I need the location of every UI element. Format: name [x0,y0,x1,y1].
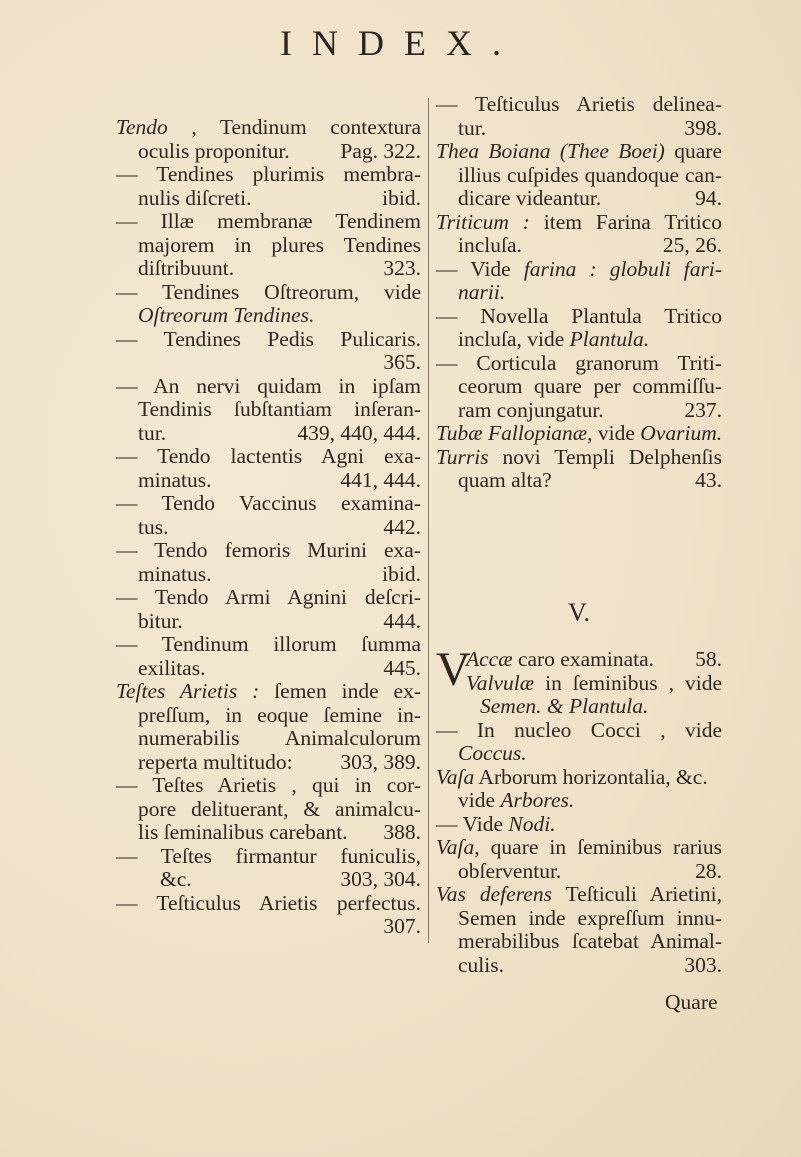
index-line [116,657,421,681]
index-line [436,446,722,470]
page-reference: 28. [695,858,722,883]
index-entry-text [458,742,722,766]
index-line [116,774,421,798]
italic-term: narii. [458,280,506,304]
index-line [116,539,421,563]
index-entry-text [480,695,722,719]
index-entry-text [138,563,374,587]
index-entry-text [138,610,375,634]
entry-text: minatus. [138,467,212,492]
entry-text: lis ſeminalibus carebant. [138,820,348,844]
index-line [436,93,722,117]
index-entry-text [160,868,332,892]
page-reference: 445. [383,655,421,680]
index-line [436,860,722,884]
entry-text: majorem in plures Tendines [138,232,421,257]
index-line [436,211,722,235]
index-entry-text [116,774,421,798]
page-reference: 444. [383,608,421,633]
entry-text: — Tendo lactentis Agni exa- [116,444,421,468]
drop-cap: V [436,643,471,696]
italic-term: Turris [436,444,489,469]
index-line [436,375,722,399]
entry-text: &c. [160,867,192,891]
entry-text: — Teſticulus Arietis delinea- [436,92,722,116]
index-entry-text [436,422,722,446]
italic-term: Vaſa [436,764,475,789]
index-line [116,633,421,657]
section-heading-v: V. [568,598,590,627]
entry-text: preſſum, in eoque ſemine in- [138,702,421,727]
index-entry-text [458,399,676,423]
index-entry-text [458,954,676,978]
index-line [436,187,722,211]
entry-text: tus. [138,514,169,539]
index-line [116,398,421,422]
index-entry-text [116,633,421,657]
index-entry-text [116,163,421,187]
index-line [116,492,421,516]
page-reference: ibid. [382,561,421,586]
index-line [116,281,421,305]
entry-text: culis. [458,952,504,977]
page-reference: 439, 440, 444. [297,420,421,445]
index-entry-text [458,234,655,258]
index-line [436,672,722,696]
entry-text: ſemen inde ex- [259,679,421,703]
index-line [436,399,722,423]
entry-text: quare [664,139,722,163]
entry-text: in ſeminibus , vide [534,670,722,695]
entry-text: bitur. [138,608,183,633]
entry-text: — Tendines Pedis Pulicaris. [116,326,421,351]
entry-text: — Tendines plurimis membra- [116,162,421,186]
italic-term: Triticum : [436,209,530,234]
index-line [116,516,421,540]
italic-term: Semen. & Plantula. [480,694,649,718]
index-line [116,563,421,587]
index-line [116,680,421,704]
entry-text: minatus. [138,561,212,586]
entry-text: — Vide [436,256,524,281]
entry-text: novi Templi Delphenſis [488,444,722,469]
italic-term: Vas deferens [436,882,552,906]
page-reference: 58. [695,647,722,671]
entry-text: — Tendo femoris Murini exa- [116,538,421,562]
index-line [436,742,722,766]
index-entry-text [116,586,421,610]
index-line [436,234,722,258]
index-entry-text [138,821,375,845]
index-entry-text [116,492,421,516]
italic-term: Oſtreorum Tendines. [138,303,315,327]
index-entry-text [436,766,722,790]
entry-text: — Tendines Oſtreorum, vide [116,279,421,304]
index-line [116,140,421,164]
index-entry-text [436,93,722,117]
index-line [116,116,421,140]
index-line [116,821,421,845]
entry-text: Arborum horizontalia, &c. [474,764,708,789]
index-entry-text [466,672,722,696]
index-line [116,704,421,728]
entry-text: — Tendo Armi Agnini deſcri- [116,585,421,609]
page-reference: 303. [684,952,722,977]
index-entry-text [138,516,375,540]
page-reference: 442. [383,514,421,539]
index-entry-text [436,883,722,907]
entry-text: illius cuſpides quandoque can- [458,162,722,187]
index-line [436,140,722,164]
index-entry-text [138,704,421,728]
left-index-column [116,116,421,939]
index-line [436,954,722,978]
entry-text: oculis proponitur. [138,138,290,163]
index-entry-text [436,719,722,743]
italic-term: farina : globuli fari- [523,256,722,281]
index-line [116,187,421,211]
page-reference: 237. [684,397,722,422]
index-entry-text [116,892,421,916]
index-entry-text [436,305,722,329]
index-entry-text [458,375,722,399]
index-entry-text [138,257,375,281]
catchword: Quare [665,990,718,1014]
italic-term: Ovarium. [640,421,723,445]
italic-term: Plantula. [569,327,650,351]
italic-term: Tubæ Fallopianæ [436,421,588,445]
entry-text: — Corticula granorum Triti- [436,350,722,375]
right-index-column [436,93,722,493]
index-entry-text [436,352,722,376]
index-line [116,257,421,281]
entry-text: Semen inde expreſſum innu- [458,905,722,930]
index-entry-text [138,657,375,681]
italic-term: Arbores. [500,788,575,812]
index-line [116,798,421,822]
index-line [116,751,421,775]
entry-text: ceorum quare per commiſſu- [458,374,722,398]
index-entry-text [458,164,722,188]
entry-text: — Vide [436,811,509,836]
index-entry-text [458,281,722,305]
column-divider [428,98,429,943]
index-line [116,210,421,234]
index-line [436,719,722,743]
index-entry-text [458,117,676,141]
italic-term: Vaſa [436,835,475,859]
index-line [116,445,421,469]
entry-text: caro examinata. [512,647,655,671]
entry-text: Teſticuli Arietini, [551,882,722,906]
index-entry-text [116,281,421,305]
index-line [436,281,722,305]
entry-text: ram conjungatur. [458,397,604,422]
page-reference: 388. [383,820,421,844]
index-line [436,883,722,907]
index-line [116,586,421,610]
index-line [116,163,421,187]
index-entry-text [116,539,421,563]
italic-term: Thea Boiana (Thee Boei) [436,139,665,163]
index-entry-text [116,116,421,140]
index-entry-text [116,845,421,869]
index-line [436,930,722,954]
entry-text: — An nervi quidam in ipſam [116,373,421,398]
entry-text: exilitas. [138,655,206,680]
entry-text: diſtribuunt. [138,256,235,280]
italic-term: Nodi. [508,811,556,836]
index-entry-text [116,445,421,469]
entry-text: , vide [587,421,641,445]
index-line [116,892,421,916]
index-entry-text [138,469,332,493]
page-header-title: INDEX. [280,23,521,63]
index-line [116,422,421,446]
index-entry-text [138,727,421,751]
index-entry-text [116,328,421,352]
page-reference: 43. [695,468,722,492]
index-line [436,258,722,282]
index-entry-text [116,375,421,399]
entry-text: — Teſtes firmantur funiculis, [116,843,421,868]
index-entry-text [458,789,722,813]
index-entry-text [138,422,289,446]
v-section-column [436,643,722,977]
page-reference: 323. [383,256,421,280]
entry-text: reperta multitudo: [138,749,293,774]
entry-text: — Tendo Vaccinus examina- [116,491,421,515]
index-line [436,836,722,860]
index-line [436,305,722,329]
index-line [436,648,722,672]
page-reference: 365. [383,350,421,374]
page-reference: 398. [684,115,722,140]
entry-text: , quare in ſeminibus rarius [474,835,722,859]
italic-term: Valvulæ [466,670,535,695]
italic-term: Tendo [116,115,168,139]
entry-text: quam alta? [458,468,552,492]
index-line [116,469,421,493]
index-line [436,695,722,719]
index-entry-text [138,140,332,164]
entry-text: — Tendinum illorum ſumma [116,632,421,656]
index-entry-text [458,860,687,884]
index-entry-text [116,210,421,234]
index-entry-text [138,234,421,258]
index-entry-text [138,304,421,328]
entry-text: obſerventur. [458,858,562,883]
entry-text: — Illæ membranæ Tendinem [116,209,421,233]
entry-text: incluſa. [458,233,522,257]
entry-text: Tendinis ſubſtantiam inſeran- [138,397,421,421]
page-reference: 307. [383,914,421,938]
index-line [116,304,421,328]
italic-term: Accæ [466,647,513,671]
entry-text: incluſa, vide [458,327,570,351]
index-line [116,727,421,751]
index-line [116,234,421,258]
index-line [116,915,421,939]
page-reference: 303, 304. [340,867,421,891]
entry-text: — Teſtes Arietis , qui in cor- [116,773,421,797]
index-entry-text [138,187,374,211]
entry-text: merabilibus ſcatebat Animal- [458,929,722,953]
entry-text: , Tendinum contextura [167,115,421,139]
entry-text: tur. [138,420,167,445]
index-line [116,375,421,399]
page-reference: Pag. 322. [340,138,421,163]
entry-text: dicare videantur. [458,186,602,210]
index-entry-text [458,930,722,954]
index-entry-text [466,648,687,672]
index-entry-text [138,798,421,822]
index-entry-text [436,258,722,282]
index-entry-text [436,813,722,837]
page-reference: ibid. [382,185,421,210]
index-entry-text [436,446,722,470]
index-line [436,352,722,376]
index-line [436,813,722,837]
entry-text: numerabilis Animalculorum [138,726,421,750]
index-line [116,351,421,375]
index-line [116,868,421,892]
index-line [436,164,722,188]
page-reference: 441, 444. [340,467,421,492]
index-entry-text [436,140,722,164]
entry-text: item Farina Tritico [529,209,722,234]
index-entry-text [458,469,687,493]
index-line [436,328,722,352]
index-line [116,845,421,869]
index-line [116,328,421,352]
entry-text: — Teſticulus Arietis perfectus. [116,890,421,915]
index-entry-text [116,680,421,704]
italic-term: Teſtes Arietis : [116,679,260,703]
index-line [436,117,722,141]
page-reference: 25, 26. [662,233,722,257]
entry-text: vide [458,788,501,812]
entry-text: pore delituerant, & animalcu- [138,796,421,821]
index-line [436,766,722,790]
index-line [436,422,722,446]
index-entry-text [458,907,722,931]
index-line [116,610,421,634]
italic-term: Coccus. [458,741,527,765]
entry-text: — In nucleo Cocci , vide [436,717,722,742]
index-entry-text [436,836,722,860]
index-entry-text [436,211,722,235]
index-line [436,789,722,813]
index-entry-text [138,751,332,775]
entry-text: tur. [458,115,487,140]
entry-text: — Novella Plantula Tritico [436,303,722,328]
index-entry-text [138,398,421,422]
page-reference: 94. [695,186,722,210]
index-line [436,469,722,493]
index-entry-text [458,187,687,211]
page-reference: 303, 389. [340,749,421,774]
index-entry-text [458,328,722,352]
entry-text: nulis diſcreti. [138,185,252,210]
index-line [436,907,722,931]
